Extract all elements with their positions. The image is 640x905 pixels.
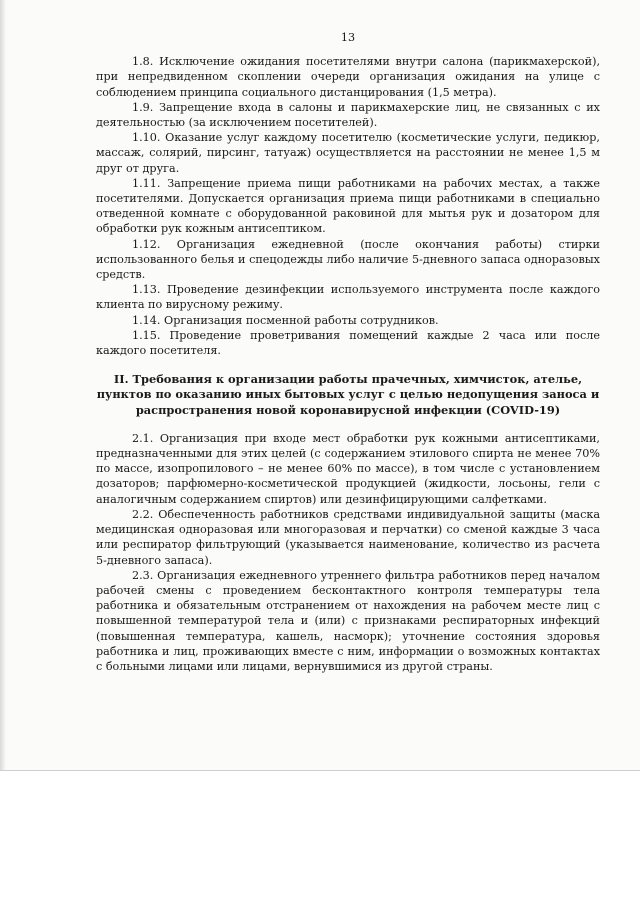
paragraph-1-14: 1.14. Организация посменной работы сотрудников.: [132, 313, 439, 327]
paragraph-2-3: 2.3. Организация ежедневного утреннего фильтра работников перед началом рабочей смены с проведением бесконтактного контроля температуры тела работника и обязательным отстранением от нахождения на рабочем месте лиц с повышенной температурой тела и (или) с признаками респираторных инфекций (повышенная температура, кашель, насморк); уточнение состояния здоровья работника и лиц, проживающих вместе с ним, информации о возможных контактах с больными лицами или лицами, вернувшимися из другой страны.: [96, 568, 600, 673]
paragraph-2-2: 2.2. Обеспеченность работников средствами индивидуальной защиты (маска медицинская одноразовая или многоразовая и перчатки) со сменой каждые 3 часа или респиратор фильтрующий (указывается наименование, количество из расчета 5-дневного запаса).: [96, 507, 600, 567]
paragraph-1-13: 1.13. Проведение дезинфекции используемого инструмента после каждого клиента по вирусному режиму.: [96, 283, 600, 312]
paragraph-1-11: 1.11. Запрещение приема пищи работниками на рабочих местах, а также посетителями. Допускается организация приема пищи работниками в специально отведенной комнате с оборудованной раковиной для мытья рук и дозатором для обработки рук кожным антисептиком.: [96, 176, 600, 236]
paragraph-2-1: 2.1. Организация при входе мест обработки рук кожными антисептиками, предназначенными для этих целей (с содержанием этилового спирта не менее 70% по массе, изопропилового – не менее 60% по массе), в том числе с установлением дозаторов; парфюмерно-косметической продукцией (жидкости, лосьоны, гели с аналогичным содержанием спиртов) или дезинфицирующими салфетками.: [96, 431, 600, 506]
paragraph-1-12: 1.12. Организация ежедневной (после окончания работы) стирки использованного белья и спецодежды либо наличие 5-дневного запаса одноразовых средств.: [96, 237, 600, 282]
section-heading: II. Требования к организации работы прачечных, химчисток, ателье, пунктов по оказанию иных бытовых услуг с целью недопущения заноса и распространения новой коронавирусной инфекции (COVID-19): [96, 372, 600, 417]
document-body: [96, 30, 600, 674]
paragraph-1-15: 1.15. Проведение проветривания помещений каждые 2 часа или после каждого посетителя.: [96, 328, 600, 358]
paragraph-1-9: 1.9. Запрещение входа в салоны и парикмахерские лиц, не связанных с их деятельностью (за исключением посетителей).: [96, 100, 600, 130]
paragraph-1-10: 1.10. Оказание услуг каждому посетителю (косметические услуги, педикюр, массаж, солярий, пирсинг, татуаж) осуществляется на расстоянии не менее 1,5 м друг от друга.: [96, 131, 600, 175]
paragraph-1-8: 1.8. Исключение ожидания посетителями внутри салона (парикмахерской), при непредвиденном скоплении очереди организация ожидания на улице с соблюдением принципа социального дистанцирования (1,5 метра).: [96, 55, 600, 99]
page-number: 13: [340, 31, 356, 44]
scan-shadow-edge: [0, 0, 6, 770]
